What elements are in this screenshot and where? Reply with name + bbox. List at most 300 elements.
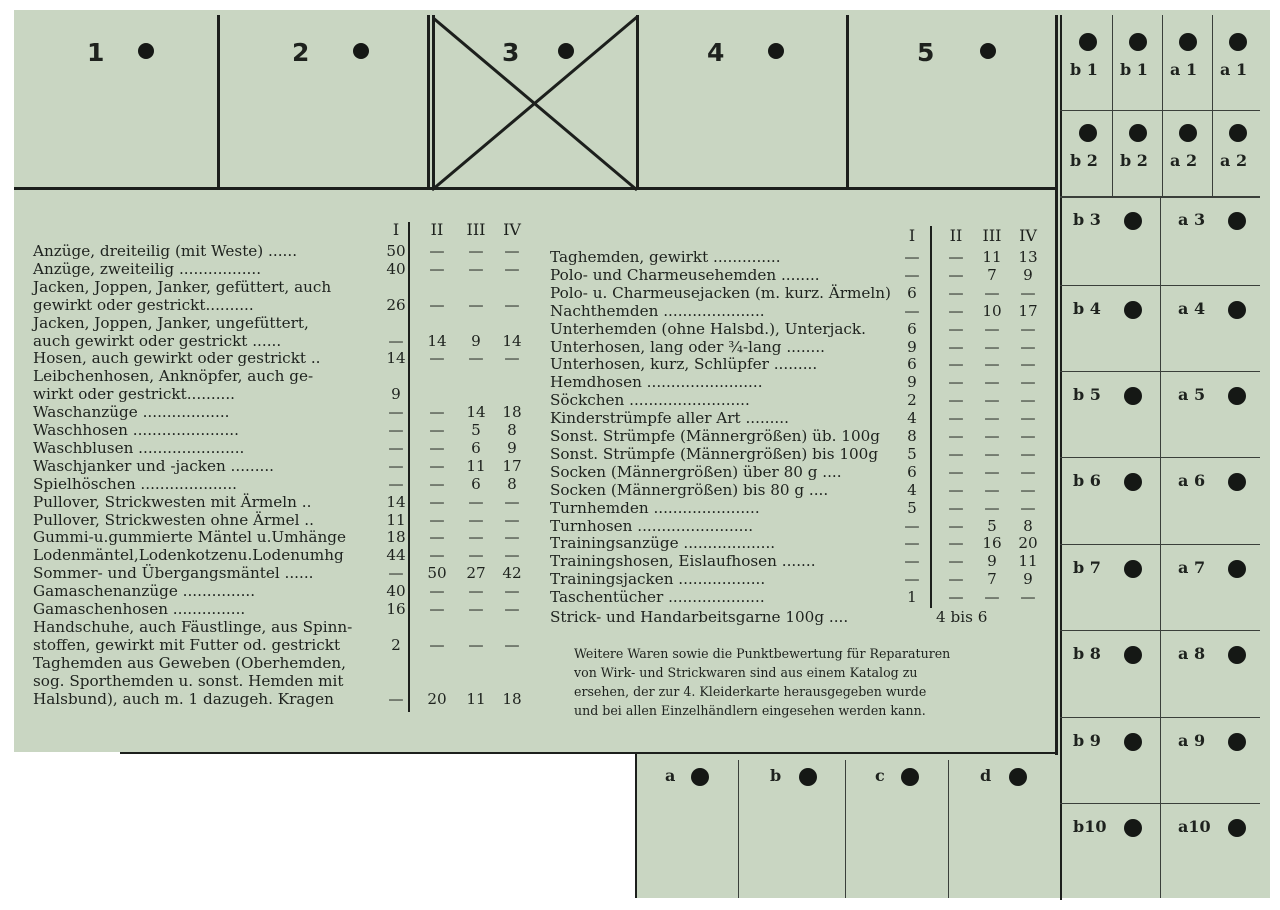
right-grid-row-border bbox=[1060, 285, 1260, 286]
table-header-roman: IV bbox=[503, 220, 521, 239]
top-coupon-number: 2 bbox=[292, 38, 310, 67]
coupon-punch-dot bbox=[1228, 301, 1246, 319]
table-cell-value: — bbox=[1020, 373, 1036, 392]
table-cell-value: — bbox=[948, 462, 964, 481]
top-coupon-divider bbox=[846, 15, 849, 190]
table-cell-value: — bbox=[948, 337, 964, 356]
table-cell-value: 50 bbox=[427, 564, 447, 583]
table-cell-value: — bbox=[429, 600, 445, 618]
table-cell-value: — bbox=[468, 349, 484, 368]
table-cell-value: — bbox=[388, 474, 404, 493]
table-cell-value: 9 bbox=[987, 552, 997, 571]
coupon-punch-dot bbox=[1129, 33, 1147, 51]
table-cell-value: 8 bbox=[507, 474, 517, 493]
coupon-punch-dot bbox=[1124, 212, 1142, 230]
table-cell-value: 14 bbox=[502, 331, 522, 350]
table-row-label: Polo- u. Charmeusejacken (m. kurz. Ärmeln) bbox=[550, 283, 891, 302]
table-cell-value: 7 bbox=[987, 570, 997, 589]
table-cell-value: — bbox=[429, 438, 445, 457]
table-row-label: Waschhosen ...................... bbox=[33, 421, 239, 439]
table-cell-value: 18 bbox=[502, 689, 522, 708]
table-cell-value: 9 bbox=[1023, 570, 1033, 589]
table-cell-value: — bbox=[468, 528, 484, 547]
table-cell-value: — bbox=[948, 301, 964, 320]
coupon-punch-dot bbox=[1124, 646, 1142, 664]
table-cell-value: 9 bbox=[907, 337, 917, 356]
table-cell-value: — bbox=[504, 582, 520, 601]
table-cell-value: — bbox=[468, 492, 484, 511]
table-cell-value: — bbox=[429, 403, 445, 422]
table-cell-value: — bbox=[429, 349, 445, 368]
table-cell-value: 42 bbox=[502, 564, 522, 583]
bottom-coupon-punch-dot bbox=[1009, 768, 1027, 786]
bottom-strip-left-edge bbox=[635, 752, 637, 898]
table-cell-value: — bbox=[429, 456, 445, 475]
table-cell-value: — bbox=[984, 444, 1000, 463]
coupon-punch-dot bbox=[1228, 646, 1246, 664]
table-header-roman: I bbox=[908, 226, 916, 245]
coupon-punch-dot bbox=[1228, 212, 1246, 230]
table-row-label: gewirkt oder gestrickt.......... bbox=[33, 295, 254, 314]
table-cell-value: 50 bbox=[386, 242, 406, 260]
table-cell-value: 16 bbox=[982, 534, 1002, 553]
table-cell-value: — bbox=[388, 689, 404, 708]
table-cell-value: — bbox=[468, 259, 484, 278]
table-cell-value: — bbox=[948, 373, 964, 392]
table-cell-value: — bbox=[429, 546, 445, 565]
table-cell-value: — bbox=[1020, 498, 1036, 517]
table-cell-value: 9 bbox=[907, 373, 917, 392]
table-row-label: Halsbund), auch m. 1 dazugeh. Kragen bbox=[33, 689, 334, 708]
table-cell-value: 8 bbox=[1023, 516, 1033, 535]
coupon-punch-dot bbox=[1228, 560, 1246, 578]
table-cell-value: — bbox=[948, 480, 964, 499]
table-cell-value: 20 bbox=[427, 689, 447, 708]
table-header-roman: IV bbox=[1019, 226, 1037, 245]
table-cell-value: — bbox=[429, 582, 445, 601]
note-line: von Wirk- und Strickwaren sind aus einem Katalog zu bbox=[574, 665, 918, 680]
table-row-label: Taschentücher .................... bbox=[550, 588, 765, 607]
table-row-label: Handschuhe, auch Fäustlinge, aus Spinn- bbox=[33, 617, 353, 636]
right-grid-middle-border bbox=[1160, 196, 1161, 898]
table-row-label: Anzüge, dreiteilig (mit Weste) ...... bbox=[33, 242, 298, 260]
coupon-punch-dot bbox=[1228, 387, 1246, 405]
coupon-punch-dot bbox=[1124, 387, 1142, 405]
table-cell-value: — bbox=[504, 600, 520, 618]
table-cell-value: 4 bbox=[907, 409, 917, 428]
top-coupon-number: 1 bbox=[87, 38, 105, 67]
table-cell-value: — bbox=[1020, 444, 1036, 463]
table-cell-value: — bbox=[984, 373, 1000, 392]
table-row-label: Trainingsanzüge ................... bbox=[550, 534, 776, 553]
table-cell-value: 14 bbox=[466, 403, 486, 422]
table-cell-value: — bbox=[984, 498, 1000, 517]
table-row-label: Socken (Männergrößen) über 80 g .... bbox=[550, 462, 842, 481]
table-cell-value: — bbox=[388, 331, 404, 350]
table-cell-value: — bbox=[1020, 391, 1036, 410]
table-cell-value: — bbox=[1020, 283, 1036, 302]
top-coupon-number: 3 bbox=[502, 38, 520, 67]
table-row-label: Turnhosen ........................ bbox=[550, 516, 754, 535]
table-cell-value: — bbox=[904, 534, 920, 553]
table-cell-value: 18 bbox=[502, 403, 522, 422]
table-row-label: Pullover, Strickwesten mit Ärmeln .. bbox=[33, 492, 312, 511]
coupon-punch-dot bbox=[1124, 473, 1142, 491]
table-cell-value: 16 bbox=[386, 600, 406, 618]
table-cell-value: 9 bbox=[391, 385, 401, 404]
table-cell-value: — bbox=[388, 456, 404, 475]
table-cell-value: 4 bbox=[907, 480, 917, 499]
table-row-label: Söckchen ......................... bbox=[550, 391, 750, 410]
table-cell-value: 14 bbox=[427, 331, 447, 350]
coupon-label: a 2 bbox=[1170, 151, 1198, 170]
coupon-label: b10 bbox=[1073, 817, 1107, 836]
coupon-label: b 1 bbox=[1120, 60, 1148, 79]
table-cell-value: — bbox=[504, 295, 520, 314]
coupon-label: a10 bbox=[1178, 817, 1211, 836]
table-cell-value: 44 bbox=[386, 546, 406, 565]
table-cell-value: — bbox=[904, 552, 920, 571]
table-cell-value: — bbox=[984, 337, 1000, 356]
table-row-label: Nachthemden ..................... bbox=[550, 301, 765, 320]
table-cell-value: 2 bbox=[391, 635, 401, 654]
top-coupon-divider bbox=[427, 15, 430, 190]
table-cell-value: — bbox=[1020, 588, 1036, 607]
table-cell-value: — bbox=[429, 510, 445, 529]
table-cell-value: — bbox=[948, 355, 964, 374]
table-cell-value: — bbox=[429, 421, 445, 439]
table-row-label: stoffen, gewirkt mit Futter od. gestrickt bbox=[33, 635, 341, 654]
table-cell-value: — bbox=[429, 259, 445, 278]
table-cell-value: 6 bbox=[907, 319, 917, 338]
table-cell-value: — bbox=[984, 588, 1000, 607]
coupon-label: b 7 bbox=[1073, 558, 1101, 577]
coupon-label: b 3 bbox=[1073, 210, 1101, 229]
table-cell-value: 11 bbox=[982, 248, 1002, 266]
right-grid-row-border bbox=[1060, 630, 1260, 631]
table-cell-value: — bbox=[948, 498, 964, 517]
table-row-label: Polo- und Charmeusehemden ........ bbox=[550, 265, 820, 284]
table-cell-value: 1 bbox=[907, 588, 917, 607]
table-cell-value: — bbox=[468, 242, 484, 260]
top-coupon-punch-dot bbox=[138, 43, 154, 59]
table-cell-value: — bbox=[1020, 337, 1036, 356]
table-cell-value: 5 bbox=[471, 421, 481, 439]
table-row-label: Spielhöschen .................... bbox=[33, 474, 237, 493]
table-row-label: auch gewirkt oder gestrickt ...... bbox=[33, 331, 282, 350]
table-cell-value: — bbox=[429, 474, 445, 493]
table-row-label: Waschanzüge .................. bbox=[33, 403, 230, 422]
right-grid-row-border bbox=[1060, 717, 1260, 718]
coupon-label: a 1 bbox=[1220, 60, 1248, 79]
bottom-coupon-divider bbox=[738, 760, 739, 898]
table-row-label: Gamaschenhosen ............... bbox=[33, 600, 246, 618]
table-cell-value: — bbox=[984, 462, 1000, 481]
table-cell-value: — bbox=[1020, 319, 1036, 338]
table-cell-value: — bbox=[948, 427, 964, 445]
coupon-punch-dot bbox=[1228, 819, 1246, 837]
table-cell-value: 40 bbox=[386, 259, 406, 278]
table-row-label: Sommer- und Übergangsmäntel ...... bbox=[33, 564, 314, 583]
top-coupon-number: 5 bbox=[917, 38, 935, 67]
table-cell-value: — bbox=[984, 409, 1000, 428]
table-row-label: Hosen, auch gewirkt oder gestrickt .. bbox=[33, 349, 321, 368]
table-cell-value: 11 bbox=[386, 510, 406, 529]
table-cell-value: — bbox=[984, 283, 1000, 302]
table-cell-value: 6 bbox=[907, 462, 917, 481]
coupon-label: b 2 bbox=[1070, 151, 1098, 170]
table-cell-value: — bbox=[984, 480, 1000, 499]
coupon-label: a 8 bbox=[1178, 644, 1206, 663]
coupon-punch-dot bbox=[1124, 560, 1142, 578]
table-cell-value: 9 bbox=[471, 331, 481, 350]
table-cell-value: — bbox=[504, 242, 520, 260]
table-row-label: Lodenmäntel,Lodenkotzenu.Lodenumhg bbox=[33, 546, 344, 565]
table-cell-value: — bbox=[504, 259, 520, 278]
table-cell-value: — bbox=[948, 516, 964, 535]
table-row-label: Leibchenhosen, Anknöpfer, auch ge- bbox=[33, 367, 314, 386]
table-row-label: Trainingshosen, Eislaufhosen ....... bbox=[550, 552, 816, 571]
table-cell-value: 8 bbox=[507, 421, 517, 439]
top-coupon-number: 4 bbox=[707, 38, 725, 67]
coupon-punch-dot bbox=[1124, 733, 1142, 751]
table-cell-value: — bbox=[904, 516, 920, 535]
table-cell-value: — bbox=[904, 248, 920, 266]
coupon-punch-dot bbox=[1124, 301, 1142, 319]
coupon-punch-dot bbox=[1079, 124, 1097, 142]
table-cell-value: 17 bbox=[1018, 301, 1038, 320]
table-cell-value: — bbox=[504, 546, 520, 565]
table-cell-value: 18 bbox=[386, 528, 406, 547]
table-row-label: Hemdhosen ........................ bbox=[550, 373, 763, 392]
coupon-label: a 1 bbox=[1170, 60, 1198, 79]
coupon-label: a 7 bbox=[1178, 558, 1206, 577]
table-row-label: Sonst. Strümpfe (Männergrößen) bis 100g bbox=[550, 444, 879, 463]
table-cell-value: 2 bbox=[907, 391, 917, 410]
table-cell-value: 10 bbox=[982, 301, 1002, 320]
right-grid-row-border bbox=[1060, 110, 1260, 111]
top-coupon-punch-dot bbox=[558, 43, 574, 59]
coupon-label: b 6 bbox=[1073, 471, 1101, 490]
table-cell-value: — bbox=[429, 492, 445, 511]
table-row-label: sog. Sporthemden u. sonst. Hemden mit bbox=[33, 671, 344, 690]
table-cell-value: 14 bbox=[386, 492, 406, 511]
bottom-coupon-punch-dot bbox=[799, 768, 817, 786]
bottom-coupon-label: a bbox=[665, 766, 676, 785]
coupon-punch-dot bbox=[1228, 473, 1246, 491]
table-cell-value: 11 bbox=[1018, 552, 1038, 571]
coupon-punch-dot bbox=[1229, 33, 1247, 51]
table-cell-value: — bbox=[984, 319, 1000, 338]
table-row-label: Waschjanker und -jacken ......... bbox=[33, 456, 275, 475]
table-cell-value: — bbox=[468, 600, 484, 618]
coupon-label: a 2 bbox=[1220, 151, 1248, 170]
table-cell-value: — bbox=[1020, 355, 1036, 374]
right-grid-column-border bbox=[1112, 15, 1113, 196]
table-cell-value: — bbox=[429, 528, 445, 547]
table-cell-value: — bbox=[984, 355, 1000, 374]
coupon-punch-dot bbox=[1179, 33, 1197, 51]
table-cell-value: 8 bbox=[907, 427, 917, 445]
top-coupon-punch-dot bbox=[353, 43, 369, 59]
table-cell-value: 11 bbox=[466, 689, 486, 708]
table-row-label: Taghemden aus Geweben (Oberhemden, bbox=[33, 653, 346, 672]
table-cell-value: 7 bbox=[987, 265, 997, 284]
table-cell-value: — bbox=[504, 528, 520, 547]
table-row-label: Turnhemden ...................... bbox=[550, 498, 760, 517]
coupon-label: b 5 bbox=[1073, 385, 1101, 404]
table-cell-value: — bbox=[984, 391, 1000, 410]
table-cell-value: — bbox=[948, 391, 964, 410]
right-grid-row-border bbox=[1060, 803, 1260, 804]
table-cell-value: — bbox=[948, 552, 964, 571]
table-cell-value: — bbox=[948, 534, 964, 553]
table-cell-value: 5 bbox=[987, 516, 997, 535]
table-header-roman: III bbox=[466, 220, 486, 239]
bottom-coupon-label: c bbox=[875, 766, 885, 785]
right-grid-row-border bbox=[1060, 457, 1260, 458]
table-cell-value: 6 bbox=[907, 355, 917, 374]
table-row-label: Pullover, Strickwesten ohne Ärmel .. bbox=[33, 510, 314, 529]
table-cell-value: — bbox=[948, 319, 964, 338]
coupon-label: b 2 bbox=[1120, 151, 1148, 170]
coupon-label: b 4 bbox=[1073, 299, 1101, 318]
table-cell-value: — bbox=[904, 301, 920, 320]
top-coupon-divider bbox=[217, 15, 220, 190]
table-cell-value: — bbox=[904, 265, 920, 284]
coupon-label: a 9 bbox=[1178, 731, 1206, 750]
table-cell-value: 11 bbox=[466, 456, 486, 475]
table-cell-value: — bbox=[504, 349, 520, 368]
table-cell-value: — bbox=[429, 635, 445, 654]
table-row-label: Gamaschenanzüge ............... bbox=[33, 582, 256, 601]
table-header-roman: I bbox=[392, 220, 400, 239]
top-coupon-punch-dot bbox=[980, 43, 996, 59]
table-row-label: Anzüge, zweiteilig ................. bbox=[33, 259, 262, 278]
table-row-label: Jacken, Joppen, Janker, gefüttert, auch bbox=[33, 277, 332, 296]
table-cell-value: — bbox=[468, 635, 484, 654]
table-cell-value: 6 bbox=[907, 283, 917, 302]
table-cell-value: — bbox=[948, 444, 964, 463]
right-grid-column-border bbox=[1162, 15, 1163, 196]
table-cell-value: — bbox=[468, 510, 484, 529]
table-cell-value: — bbox=[388, 421, 404, 439]
coupon-label: a 3 bbox=[1178, 210, 1206, 229]
table-cell-value: 5 bbox=[907, 498, 917, 517]
coupon-3-cross-mark bbox=[432, 12, 642, 192]
bottom-strip-top-rule bbox=[120, 752, 1056, 754]
table-cell-value: 4 bis 6 bbox=[936, 608, 988, 626]
table-cell-value: — bbox=[468, 582, 484, 601]
table-row-label: Unterhosen, kurz, Schlüpfer ......... bbox=[550, 355, 818, 374]
table-cell-value: 6 bbox=[471, 474, 481, 493]
coupon-punch-dot bbox=[1179, 124, 1197, 142]
table-cell-value: 13 bbox=[1018, 248, 1038, 266]
table-cell-value: — bbox=[504, 635, 520, 654]
coupon-punch-dot bbox=[1079, 33, 1097, 51]
table-cell-value: 27 bbox=[466, 564, 486, 583]
coupon-label: a 4 bbox=[1178, 299, 1206, 318]
table-row-label: Socken (Männergrößen) bis 80 g .... bbox=[550, 480, 829, 499]
table-cell-value: — bbox=[948, 283, 964, 302]
table-cell-value: — bbox=[429, 295, 445, 314]
right-grid-column-border bbox=[1212, 15, 1213, 196]
table-row-label: Unterhosen, lang oder ¾-lang ........ bbox=[550, 337, 825, 356]
coupon-label: b 9 bbox=[1073, 731, 1101, 750]
table-row-label: Kinderstrümpfe aller Art ......... bbox=[550, 409, 789, 428]
card-paper-lower bbox=[635, 752, 1270, 898]
table-cell-value: 9 bbox=[1023, 265, 1033, 284]
table-cell-value: 20 bbox=[1018, 534, 1038, 553]
table-cell-value: — bbox=[948, 588, 964, 607]
table-cell-value: — bbox=[948, 570, 964, 589]
table-cell-value: 17 bbox=[502, 456, 522, 475]
bottom-coupon-punch-dot bbox=[691, 768, 709, 786]
table-row-label: Jacken, Joppen, Janker, ungefüttert, bbox=[33, 313, 309, 332]
coupon-label: a 5 bbox=[1178, 385, 1206, 404]
table-cell-value: 6 bbox=[471, 438, 481, 457]
table-cell-value: — bbox=[429, 242, 445, 260]
table-cell-value: — bbox=[468, 295, 484, 314]
table-cell-value: 40 bbox=[386, 582, 406, 601]
bottom-coupon-punch-dot bbox=[901, 768, 919, 786]
bottom-coupon-divider bbox=[845, 760, 846, 898]
coupon-label: b 8 bbox=[1073, 644, 1101, 663]
coupon-punch-dot bbox=[1129, 124, 1147, 142]
coupon-punch-dot bbox=[1124, 819, 1142, 837]
right-table-column-rule bbox=[930, 226, 932, 608]
note-line: Weitere Waren sowie die Punktbewertung für Reparaturen bbox=[574, 646, 951, 661]
table-cell-value: — bbox=[948, 248, 964, 266]
right-grid-row-border bbox=[1060, 371, 1260, 372]
table-cell-value: — bbox=[388, 438, 404, 457]
table-header-roman: II bbox=[430, 220, 444, 239]
bottom-coupon-divider bbox=[948, 760, 949, 898]
table-cell-value: — bbox=[468, 546, 484, 565]
table-row-label: Taghemden, gewirkt .............. bbox=[550, 248, 781, 266]
table-row-label: Sonst. Strümpfe (Männergrößen) üb. 100g bbox=[550, 427, 880, 445]
table-cell-value: — bbox=[1020, 409, 1036, 428]
table-cell-value: 14 bbox=[386, 349, 406, 368]
table-cell-value: — bbox=[388, 564, 404, 583]
right-grid-left-rule bbox=[1055, 15, 1058, 755]
table-header-roman: III bbox=[982, 226, 1002, 245]
table-row-label: Trainingsjacken .................. bbox=[550, 570, 766, 589]
table-row-label: Unterhemden (ohne Halsbd.), Unterjack. bbox=[550, 319, 866, 338]
table-cell-value: — bbox=[1020, 427, 1036, 445]
note-line: und bei allen Einzelhändlern eingesehen werden kann. bbox=[574, 703, 926, 718]
table-cell-value: 9 bbox=[507, 438, 517, 457]
table-row-label: Waschblusen ...................... bbox=[33, 438, 245, 457]
table-row-label: Gummi-u.gummierte Mäntel u.Umhänge bbox=[33, 528, 346, 547]
table-cell-value: — bbox=[984, 427, 1000, 445]
table-cell-value: — bbox=[1020, 462, 1036, 481]
coupon-punch-dot bbox=[1229, 124, 1247, 142]
coupon-label: b 1 bbox=[1070, 60, 1098, 79]
table-row-label: wirkt oder gestrickt.......... bbox=[33, 385, 236, 404]
table-cell-value: — bbox=[504, 510, 520, 529]
note-line: ersehen, der zur 4. Kleiderkarte herausgegeben wurde bbox=[574, 684, 927, 699]
right-grid-row-border bbox=[1060, 544, 1260, 545]
table-header-roman: II bbox=[949, 226, 963, 245]
table-cell-value: — bbox=[504, 492, 520, 511]
table-cell-value: 26 bbox=[386, 295, 406, 314]
table-cell-value: — bbox=[388, 403, 404, 422]
table-cell-value: — bbox=[948, 409, 964, 428]
coupon-label: a 6 bbox=[1178, 471, 1206, 490]
bottom-coupon-label: b bbox=[770, 766, 782, 785]
table-cell-value: 5 bbox=[907, 444, 917, 463]
